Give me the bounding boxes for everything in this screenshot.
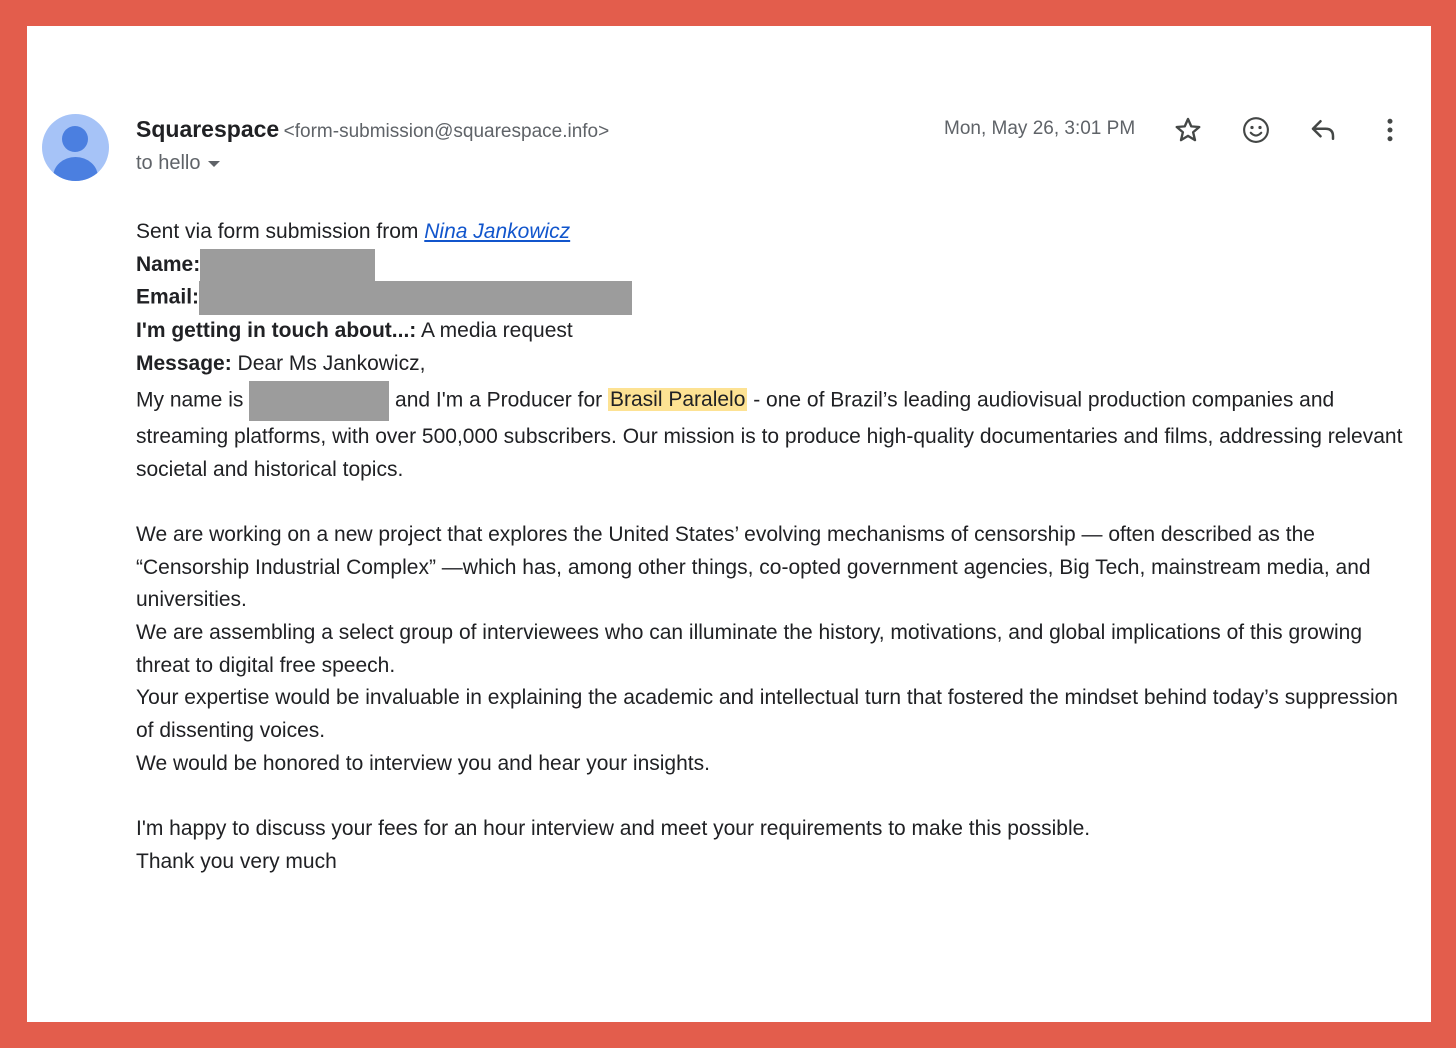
recipient-text: to hello bbox=[136, 152, 201, 174]
message-paragraph-2: We are working on a new project that explores the United States’ evolving mechanisms of censorship — often described as the “Censorship Industrial Complex” —which has, among other things, co-opted government agencies, Big Tech, mainstream media, and universities. bbox=[136, 522, 1371, 612]
message-paragraph-5: We would be honored to interview you and hear your insights. bbox=[136, 751, 710, 775]
producer-name-redaction bbox=[249, 381, 389, 421]
sender-email: <form-submission@squarespace.info> bbox=[283, 121, 610, 142]
topic-field bbox=[136, 315, 1416, 348]
person-avatar-icon[interactable] bbox=[42, 114, 109, 181]
caret-down-icon[interactable] bbox=[207, 152, 221, 175]
email-field bbox=[136, 281, 1416, 315]
message-greeting: Dear Ms Jankowicz, bbox=[231, 352, 426, 376]
line1-before: My name is bbox=[136, 388, 250, 412]
name-label: Name: bbox=[136, 252, 201, 276]
email-redaction bbox=[199, 281, 632, 315]
sender-line bbox=[136, 116, 609, 143]
intro-link[interactable]: Nina Jankowicz bbox=[424, 220, 571, 243]
line1-middle: and I'm a Producer for bbox=[389, 388, 608, 412]
content-cutoff bbox=[27, 938, 1431, 1022]
reply-icon[interactable] bbox=[1308, 115, 1338, 145]
topic-value: A media request bbox=[416, 319, 573, 343]
more-vert-icon[interactable] bbox=[1375, 115, 1405, 145]
sender-name[interactable]: Squarespace bbox=[136, 116, 280, 142]
company-highlight: Brasil Paralelo bbox=[609, 388, 746, 412]
message-paragraph-1 bbox=[136, 381, 1416, 486]
star-icon[interactable] bbox=[1173, 115, 1203, 145]
email-date: Mon, May 26, 3:01 PM bbox=[944, 118, 1136, 139]
line1-after: - one of Brazil’s leading audiovisual production companies and streaming platforms, with over 500,000 subscribers. Our mission is to produce high-quality documentaries and films, addressing relevant societal and historical topics. bbox=[136, 388, 1403, 481]
message-paragraph-3: We are assembling a select group of interviewees who can illuminate the history, motivations, and global implications of this growing threat to digital free speech. bbox=[136, 621, 1363, 677]
message-body bbox=[136, 216, 1416, 879]
message-closing: Thank you very much bbox=[136, 849, 337, 873]
message-label: Message: bbox=[136, 352, 232, 376]
message-field bbox=[136, 348, 1416, 381]
emoji-icon[interactable] bbox=[1241, 115, 1271, 145]
name-redaction bbox=[200, 249, 375, 281]
name-field bbox=[136, 249, 1416, 282]
message-paragraph-6: I'm happy to discuss your fees for an hour interview and meet your requirements to make this possible. bbox=[136, 817, 1091, 841]
email-label: Email: bbox=[136, 285, 200, 309]
topic-label: I'm getting in touch about...: bbox=[136, 319, 417, 343]
message-paragraph-4: Your expertise would be invaluable in explaining the academic and intellectual turn that fostered the mindset behind today’s suppression of dissenting voices. bbox=[136, 686, 1398, 743]
recipient-line[interactable] bbox=[136, 152, 221, 175]
email-card bbox=[27, 26, 1431, 1022]
intro-line bbox=[136, 216, 1416, 249]
intro-text: Sent via form submission from bbox=[136, 220, 425, 243]
